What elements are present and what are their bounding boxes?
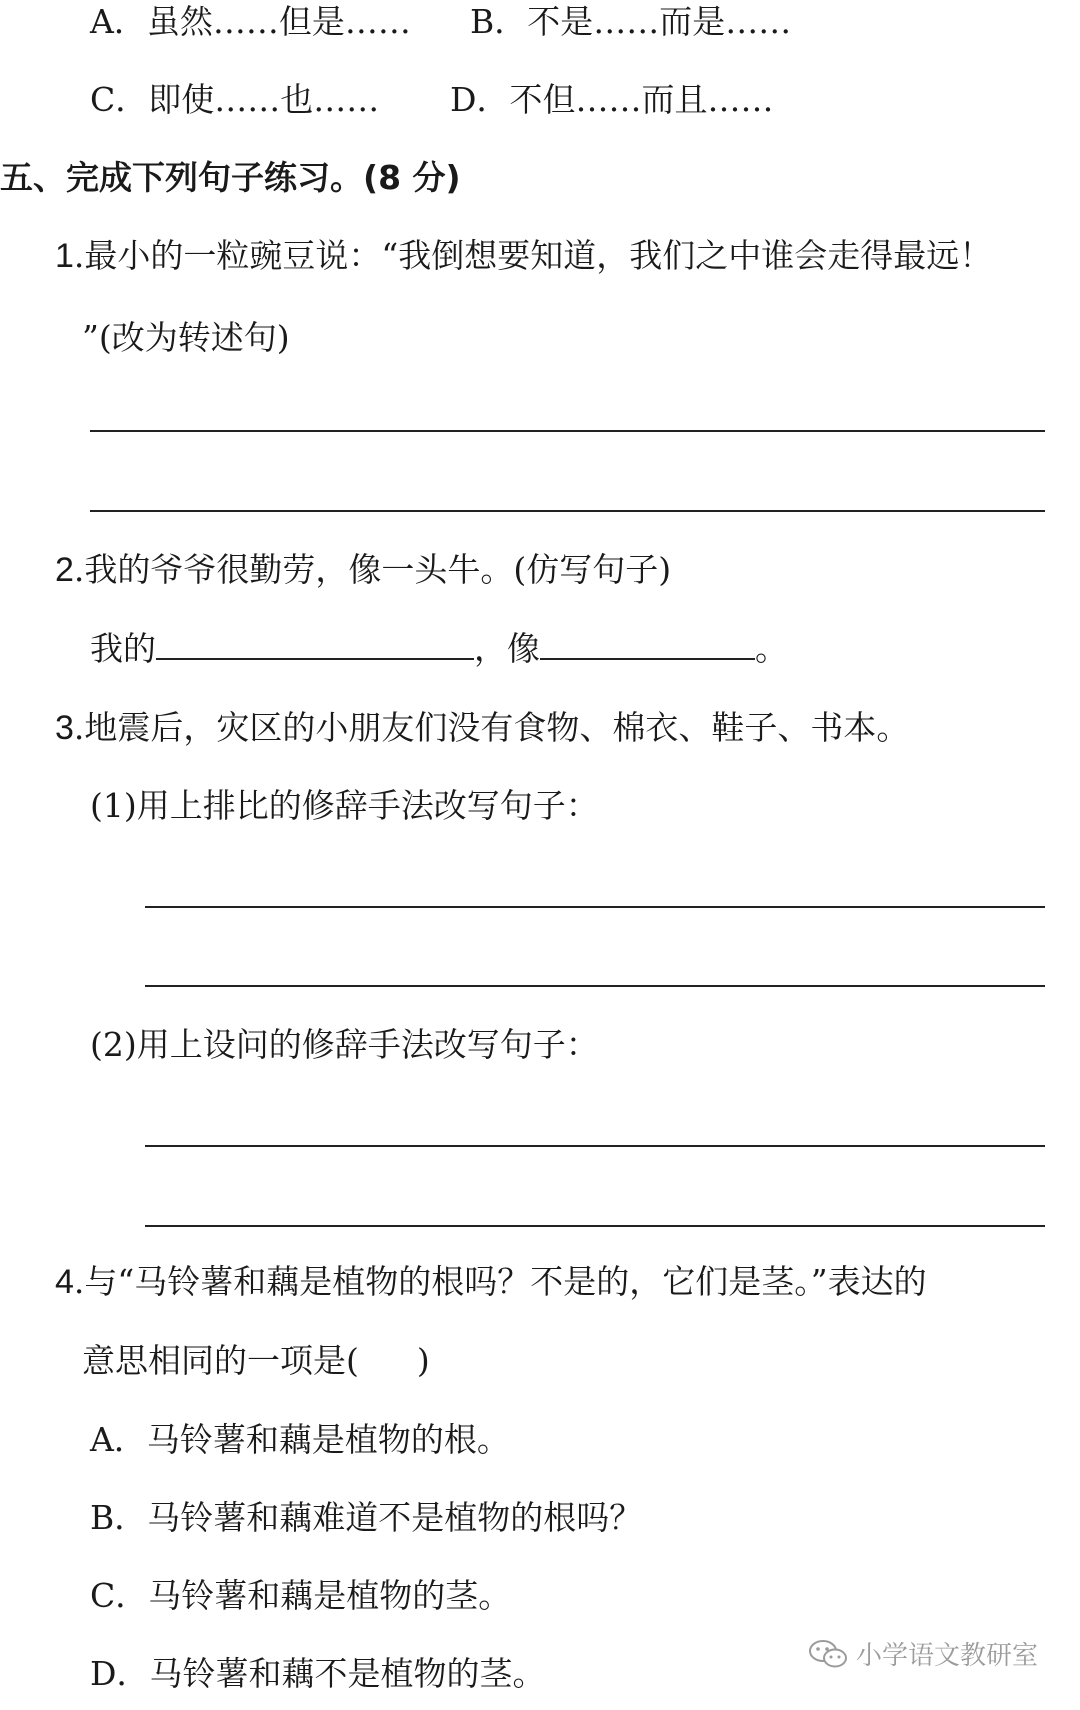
question-4-text: 与“马铃薯和藕是植物的根吗？不是的，它们是茎。”表达的 [84, 1262, 927, 1301]
option-c: C．即使……也…… [90, 80, 380, 119]
question-4: 4.与“马铃薯和藕是植物的根吗？不是的，它们是茎。”表达的 [55, 1262, 927, 1301]
question-3-sub2: (2)用上设问的修辞手法改写句子： [90, 1025, 599, 1064]
question-number: 1 [55, 237, 74, 275]
question-1-instruction: ”(改为转述句) [82, 318, 290, 357]
watermark-text: 小学语文教研室 [856, 1641, 1039, 1671]
question-number: 4 [55, 1263, 74, 1301]
fill-blank[interactable] [156, 628, 474, 660]
question-4-option-d: D．马铃薯和藕不是植物的茎。 [90, 1654, 546, 1693]
question-2-fill: 我的 ，像 。 [90, 629, 788, 668]
question-1-text: 最小的一粒豌豆说：“我倒想要知道，我们之中谁会走得最远！ [84, 236, 993, 275]
question-4-option-b: B．马铃薯和藕难道不是植物的根吗？ [90, 1498, 643, 1537]
watermark [808, 1635, 1038, 1672]
wechat-icon [808, 1639, 848, 1669]
option-b: B．不是……而是…… [470, 2, 792, 41]
question-4-option-c: C．马铃薯和藕是植物的茎。 [90, 1576, 512, 1615]
question-3-sub1: (1)用上排比的修辞手法改写句子： [90, 786, 599, 825]
question-4-text-cont: 意思相同的一项是( ) [82, 1341, 430, 1380]
question-number: 2 [55, 551, 74, 589]
answer-line[interactable] [145, 1225, 1045, 1227]
question-1: 1.最小的一粒豌豆说：“我倒想要知道，我们之中谁会走得最远！ [55, 236, 993, 275]
option-d: D．不但……而且…… [450, 80, 774, 119]
answer-line[interactable] [145, 1145, 1045, 1147]
fill-blank[interactable] [540, 628, 755, 660]
question-2-text: 我的爷爷很勤劳，像一头牛。(仿写句子) [84, 550, 672, 589]
option-a: A．虽然……但是…… [90, 2, 411, 41]
answer-line[interactable] [90, 430, 1045, 432]
question-number: 3 [55, 709, 74, 747]
answer-line[interactable] [145, 906, 1045, 908]
question-4-option-a: A．马铃薯和藕是植物的根。 [90, 1420, 510, 1459]
section-title: 五、完成下列句子练习。(8 分) [0, 158, 461, 197]
answer-line[interactable] [145, 985, 1045, 987]
question-3-text: 地震后，灾区的小朋友们没有食物、棉衣、鞋子、书本。 [84, 708, 910, 747]
question-2: 2.我的爷爷很勤劳，像一头牛。(仿写句子) [55, 550, 672, 589]
answer-line[interactable] [90, 510, 1045, 512]
question-3: 3.地震后，灾区的小朋友们没有食物、棉衣、鞋子、书本。 [55, 708, 910, 747]
